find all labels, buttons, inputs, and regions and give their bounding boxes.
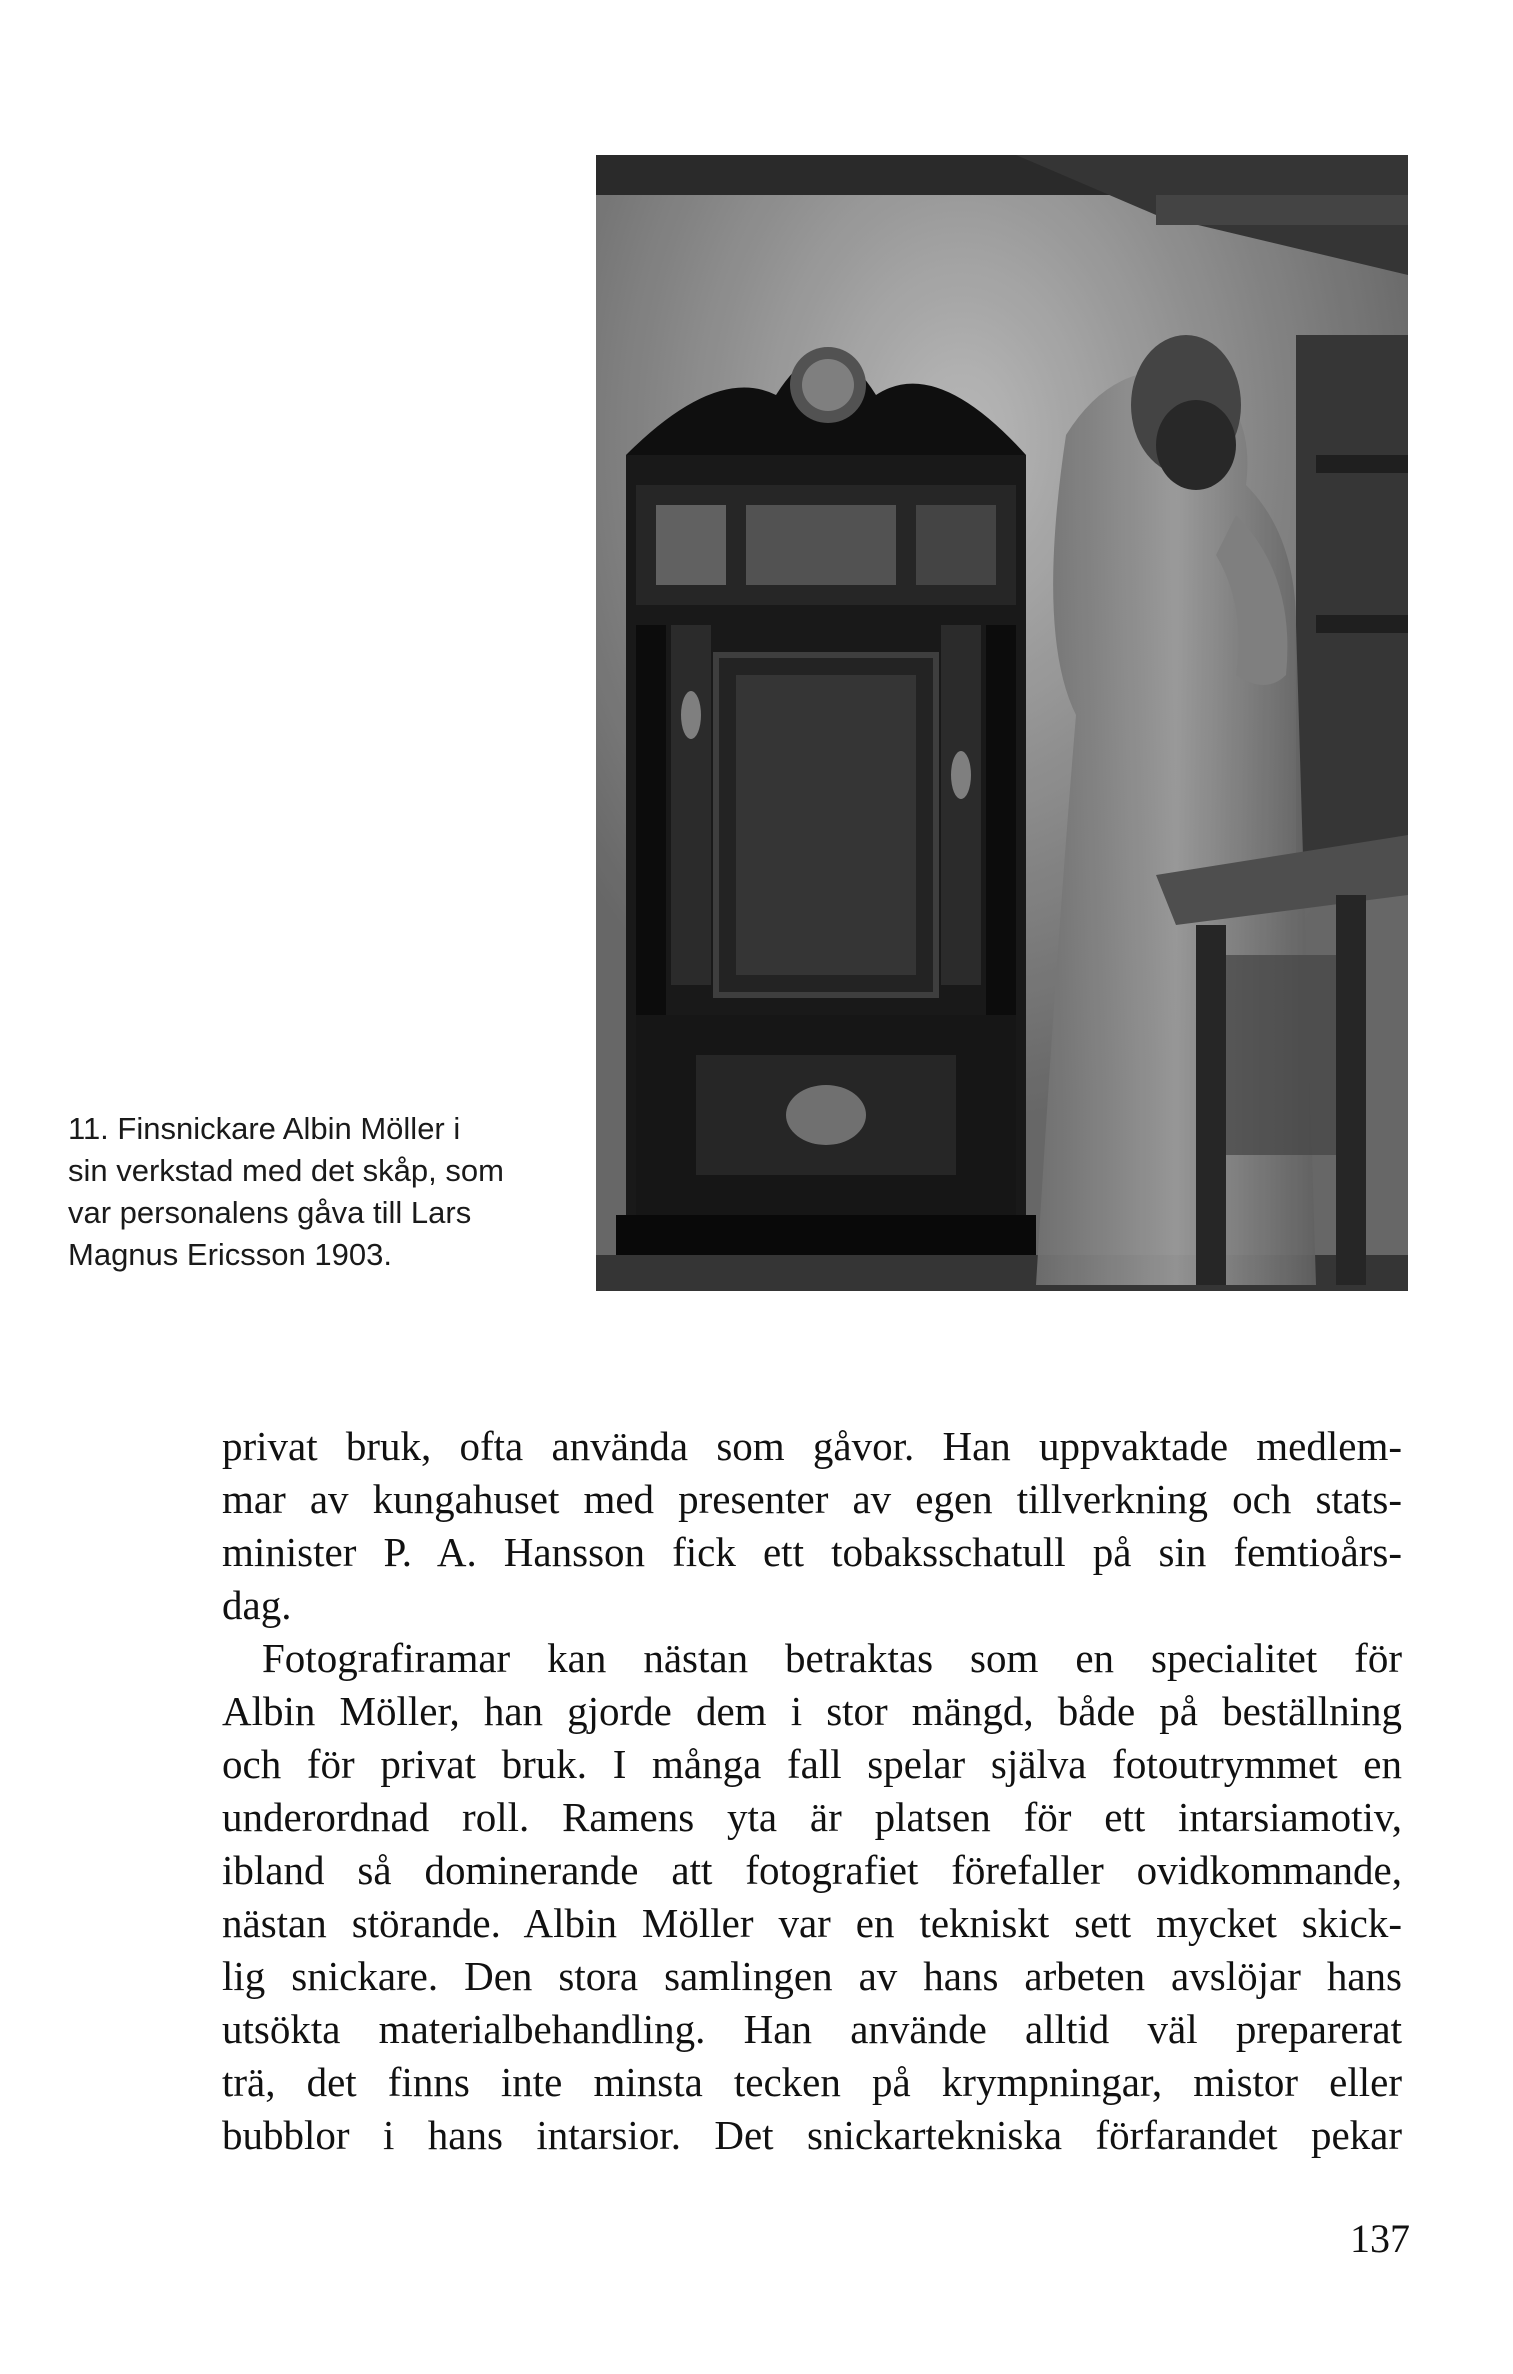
text-line: underordnad roll. Ramens yta är platsen för ett intarsiamotiv, [222,1794,1402,1840]
text-line: nästan störande. Albin Möller var en tekniskt sett mycket skick- [222,1900,1402,1946]
text-line: lig snickare. Den stora samlingen av hans arbeten avslöjar hans [222,1953,1402,1999]
text-line: trä, det finns inte minsta tecken på krympningar, mistor eller [222,2059,1402,2105]
photo-workshop-cabinet-icon [596,155,1408,1291]
page-number: 137 [1350,2216,1410,2261]
paragraph-1 [222,1420,1402,1632]
workshop-photograph [596,155,1408,1291]
caption-line: sin verkstad med det skåp, som [68,1153,504,1188]
text-line: dag. [222,1582,292,1628]
text-line: mar av kungahuset med presenter av egen tillverkning och stats- [222,1476,1402,1522]
text-line: och för privat bruk. I många fall spelar själva fotoutrymmet en [222,1741,1402,1787]
text-line: Albin Möller, han gjorde dem i stor mängd, både på beställning [222,1688,1402,1734]
text-line: minister P. A. Hansson fick ett tobaksschatull på sin femtioårs- [222,1529,1402,1575]
text-line: Fotografiramar kan nästan betraktas som en specialitet för [262,1635,1402,1681]
paragraph-2 [222,1632,1402,2162]
body-text [222,1420,1402,2162]
text-line: bubblor i hans intarsior. Det snickartekniska förfarandet pekar [222,2112,1402,2158]
text-line: ibland så dominerande att fotografiet förefaller ovidkommande, [222,1847,1402,1893]
figure-caption [68,1108,568,1276]
text-line: privat bruk, ofta använda som gåvor. Han uppvaktade medlem- [222,1423,1402,1469]
caption-line: 11. Finsnickare Albin Möller i [68,1111,461,1146]
caption-line: Magnus Ericsson 1903. [68,1237,392,1272]
text-line: utsökta materialbehandling. Han använde alltid väl preparerat [222,2006,1402,2052]
caption-line: var personalens gåva till Lars [68,1195,472,1230]
